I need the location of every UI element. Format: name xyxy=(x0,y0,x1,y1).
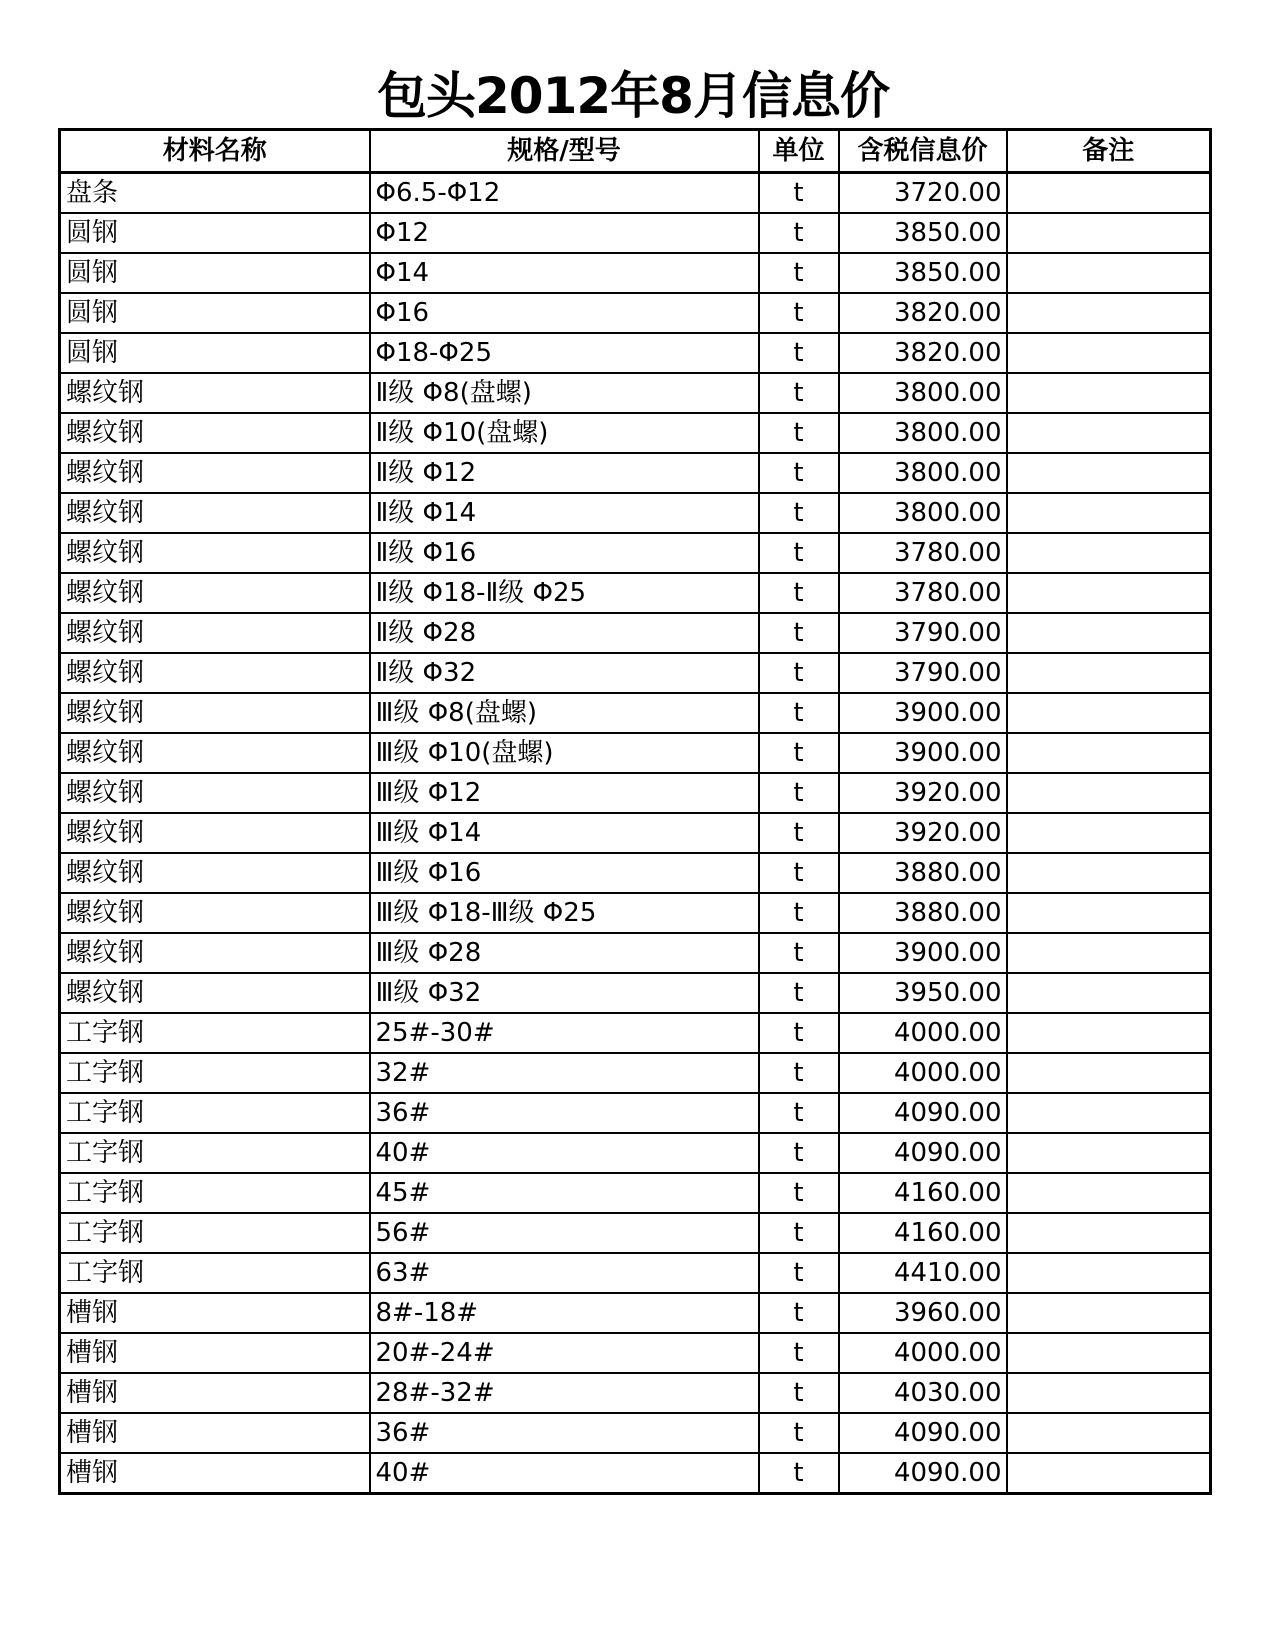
cell-price: 4030.00 xyxy=(839,1373,1007,1413)
cell-spec-model: 32# xyxy=(370,1053,759,1093)
cell-spec-model: 36# xyxy=(370,1413,759,1453)
cell-spec-model: Ⅱ级 Φ28 xyxy=(370,613,759,653)
cell-unit: t xyxy=(759,933,839,973)
table-row xyxy=(60,573,1211,613)
cell-remarks xyxy=(1007,1253,1211,1293)
cell-material-name: 螺纹钢 xyxy=(60,893,370,933)
table-row xyxy=(60,1213,1211,1253)
cell-remarks xyxy=(1007,733,1211,773)
cell-remarks xyxy=(1007,1413,1211,1453)
cell-unit: t xyxy=(759,813,839,853)
cell-price: 3950.00 xyxy=(839,973,1007,1013)
cell-price: 3920.00 xyxy=(839,773,1007,813)
cell-material-name: 螺纹钢 xyxy=(60,413,370,453)
cell-spec-model: 40# xyxy=(370,1453,759,1494)
cell-price: 3800.00 xyxy=(839,373,1007,413)
table-row xyxy=(60,253,1211,293)
cell-price: 3920.00 xyxy=(839,813,1007,853)
cell-spec-model: Ⅲ级 Φ12 xyxy=(370,773,759,813)
header-remarks: 备注 xyxy=(1007,130,1211,173)
cell-spec-model: Ⅲ级 Φ16 xyxy=(370,853,759,893)
cell-price: 3780.00 xyxy=(839,573,1007,613)
cell-unit: t xyxy=(759,253,839,293)
cell-material-name: 槽钢 xyxy=(60,1293,370,1333)
cell-spec-model: 25#-30# xyxy=(370,1013,759,1053)
table-row xyxy=(60,1413,1211,1453)
cell-price: 3820.00 xyxy=(839,333,1007,373)
table-row xyxy=(60,1453,1211,1494)
table-row xyxy=(60,1253,1211,1293)
table-row xyxy=(60,1013,1211,1053)
cell-remarks xyxy=(1007,373,1211,413)
cell-unit: t xyxy=(759,613,839,653)
header-spec-model: 规格/型号 xyxy=(370,130,759,173)
cell-remarks xyxy=(1007,573,1211,613)
cell-material-name: 圆钢 xyxy=(60,333,370,373)
table-row xyxy=(60,653,1211,693)
table-row xyxy=(60,1373,1211,1413)
cell-unit: t xyxy=(759,1253,839,1293)
table-row xyxy=(60,493,1211,533)
table-row xyxy=(60,173,1211,214)
cell-unit: t xyxy=(759,573,839,613)
cell-unit: t xyxy=(759,733,839,773)
cell-remarks xyxy=(1007,973,1211,1013)
cell-remarks xyxy=(1007,173,1211,214)
cell-price: 4090.00 xyxy=(839,1093,1007,1133)
cell-unit: t xyxy=(759,853,839,893)
table-body xyxy=(60,173,1211,1494)
cell-price: 3790.00 xyxy=(839,613,1007,653)
cell-material-name: 螺纹钢 xyxy=(60,613,370,653)
table-row xyxy=(60,613,1211,653)
table-row xyxy=(60,1173,1211,1213)
header-tax-inclusive-price: 含税信息价 xyxy=(839,130,1007,173)
cell-price: 4000.00 xyxy=(839,1013,1007,1053)
cell-material-name: 工字钢 xyxy=(60,1133,370,1173)
cell-spec-model: Φ14 xyxy=(370,253,759,293)
table-row xyxy=(60,453,1211,493)
cell-material-name: 螺纹钢 xyxy=(60,373,370,413)
cell-price: 4410.00 xyxy=(839,1253,1007,1293)
cell-price: 3790.00 xyxy=(839,653,1007,693)
cell-price: 3880.00 xyxy=(839,893,1007,933)
table-row xyxy=(60,853,1211,893)
cell-unit: t xyxy=(759,1293,839,1333)
cell-unit: t xyxy=(759,453,839,493)
cell-remarks xyxy=(1007,333,1211,373)
cell-spec-model: Ⅱ级 Φ16 xyxy=(370,533,759,573)
cell-spec-model: Ⅱ级 Φ18-Ⅱ级 Φ25 xyxy=(370,573,759,613)
cell-remarks xyxy=(1007,493,1211,533)
cell-remarks xyxy=(1007,773,1211,813)
cell-remarks xyxy=(1007,813,1211,853)
cell-price: 4090.00 xyxy=(839,1413,1007,1453)
cell-unit: t xyxy=(759,373,839,413)
cell-price: 3900.00 xyxy=(839,933,1007,973)
cell-remarks xyxy=(1007,213,1211,253)
cell-price: 4160.00 xyxy=(839,1213,1007,1253)
cell-material-name: 槽钢 xyxy=(60,1453,370,1494)
cell-price: 4000.00 xyxy=(839,1053,1007,1093)
cell-material-name: 工字钢 xyxy=(60,1053,370,1093)
cell-material-name: 螺纹钢 xyxy=(60,773,370,813)
cell-material-name: 螺纹钢 xyxy=(60,693,370,733)
cell-price: 3720.00 xyxy=(839,173,1007,214)
table-row xyxy=(60,213,1211,253)
cell-price: 4160.00 xyxy=(839,1173,1007,1213)
cell-spec-model: Ⅲ级 Φ14 xyxy=(370,813,759,853)
cell-unit: t xyxy=(759,773,839,813)
cell-spec-model: Φ6.5-Φ12 xyxy=(370,173,759,214)
cell-unit: t xyxy=(759,293,839,333)
cell-material-name: 螺纹钢 xyxy=(60,973,370,1013)
table-row xyxy=(60,1053,1211,1093)
cell-remarks xyxy=(1007,1133,1211,1173)
cell-remarks xyxy=(1007,293,1211,333)
cell-spec-model: 40# xyxy=(370,1133,759,1173)
cell-unit: t xyxy=(759,413,839,453)
cell-remarks xyxy=(1007,1053,1211,1093)
cell-remarks xyxy=(1007,413,1211,453)
cell-unit: t xyxy=(759,1093,839,1133)
cell-unit: t xyxy=(759,173,839,214)
cell-spec-model: Ⅲ级 Φ18-Ⅲ级 Φ25 xyxy=(370,893,759,933)
cell-spec-model: 36# xyxy=(370,1093,759,1133)
cell-spec-model: Φ18-Φ25 xyxy=(370,333,759,373)
cell-material-name: 螺纹钢 xyxy=(60,813,370,853)
cell-material-name: 槽钢 xyxy=(60,1413,370,1453)
cell-material-name: 圆钢 xyxy=(60,213,370,253)
cell-material-name: 螺纹钢 xyxy=(60,653,370,693)
cell-unit: t xyxy=(759,1373,839,1413)
cell-remarks xyxy=(1007,1293,1211,1333)
cell-remarks xyxy=(1007,1173,1211,1213)
cell-remarks xyxy=(1007,933,1211,973)
cell-spec-model: 28#-32# xyxy=(370,1373,759,1413)
table-row xyxy=(60,813,1211,853)
cell-unit: t xyxy=(759,1013,839,1053)
cell-spec-model: Ⅲ级 Φ28 xyxy=(370,933,759,973)
table-row xyxy=(60,893,1211,933)
table-row xyxy=(60,1333,1211,1373)
cell-spec-model: Ⅲ级 Φ32 xyxy=(370,973,759,1013)
table-row xyxy=(60,1293,1211,1333)
cell-material-name: 螺纹钢 xyxy=(60,573,370,613)
cell-material-name: 螺纹钢 xyxy=(60,453,370,493)
cell-price: 3880.00 xyxy=(839,853,1007,893)
cell-remarks xyxy=(1007,653,1211,693)
cell-remarks xyxy=(1007,1333,1211,1373)
cell-remarks xyxy=(1007,453,1211,493)
cell-remarks xyxy=(1007,853,1211,893)
cell-remarks xyxy=(1007,1013,1211,1053)
cell-remarks xyxy=(1007,1373,1211,1413)
cell-spec-model: Ⅱ级 Φ32 xyxy=(370,653,759,693)
cell-spec-model: Ⅱ级 Φ10(盘螺) xyxy=(370,413,759,453)
cell-material-name: 工字钢 xyxy=(60,1253,370,1293)
cell-price: 3800.00 xyxy=(839,413,1007,453)
cell-unit: t xyxy=(759,1213,839,1253)
cell-remarks xyxy=(1007,1213,1211,1253)
cell-price: 3850.00 xyxy=(839,253,1007,293)
cell-spec-model: Φ12 xyxy=(370,213,759,253)
table-row xyxy=(60,773,1211,813)
header-material-name: 材料名称 xyxy=(60,130,370,173)
cell-unit: t xyxy=(759,653,839,693)
cell-unit: t xyxy=(759,1333,839,1373)
cell-remarks xyxy=(1007,1453,1211,1494)
table-row xyxy=(60,1133,1211,1173)
cell-spec-model: Ⅲ级 Φ8(盘螺) xyxy=(370,693,759,733)
cell-unit: t xyxy=(759,1133,839,1173)
cell-material-name: 盘条 xyxy=(60,173,370,214)
cell-spec-model: Φ16 xyxy=(370,293,759,333)
cell-material-name: 螺纹钢 xyxy=(60,933,370,973)
cell-spec-model: Ⅱ级 Φ8(盘螺) xyxy=(370,373,759,413)
cell-spec-model: 20#-24# xyxy=(370,1333,759,1373)
cell-spec-model: 8#-18# xyxy=(370,1293,759,1333)
cell-material-name: 工字钢 xyxy=(60,1093,370,1133)
cell-unit: t xyxy=(759,533,839,573)
cell-unit: t xyxy=(759,973,839,1013)
cell-material-name: 槽钢 xyxy=(60,1333,370,1373)
header-unit: 单位 xyxy=(759,130,839,173)
table-row xyxy=(60,413,1211,453)
cell-unit: t xyxy=(759,493,839,533)
cell-remarks xyxy=(1007,253,1211,293)
cell-price: 3800.00 xyxy=(839,493,1007,533)
cell-material-name: 螺纹钢 xyxy=(60,733,370,773)
cell-price: 3900.00 xyxy=(839,693,1007,733)
table-row xyxy=(60,1093,1211,1133)
table-row xyxy=(60,293,1211,333)
cell-unit: t xyxy=(759,1413,839,1453)
table-row xyxy=(60,933,1211,973)
cell-material-name: 螺纹钢 xyxy=(60,493,370,533)
cell-unit: t xyxy=(759,333,839,373)
cell-remarks xyxy=(1007,693,1211,733)
cell-material-name: 圆钢 xyxy=(60,253,370,293)
cell-spec-model: 45# xyxy=(370,1173,759,1213)
cell-unit: t xyxy=(759,213,839,253)
cell-spec-model: Ⅲ级 Φ10(盘螺) xyxy=(370,733,759,773)
cell-unit: t xyxy=(759,893,839,933)
cell-unit: t xyxy=(759,1173,839,1213)
cell-remarks xyxy=(1007,533,1211,573)
cell-price: 3800.00 xyxy=(839,453,1007,493)
cell-material-name: 工字钢 xyxy=(60,1213,370,1253)
table-row xyxy=(60,333,1211,373)
cell-price: 4000.00 xyxy=(839,1333,1007,1373)
cell-unit: t xyxy=(759,1053,839,1093)
cell-material-name: 螺纹钢 xyxy=(60,533,370,573)
table-row xyxy=(60,373,1211,413)
cell-remarks xyxy=(1007,893,1211,933)
cell-material-name: 工字钢 xyxy=(60,1013,370,1053)
price-table xyxy=(58,128,1212,1495)
cell-material-name: 工字钢 xyxy=(60,1173,370,1213)
cell-spec-model: Ⅱ级 Φ14 xyxy=(370,493,759,533)
cell-unit: t xyxy=(759,1453,839,1494)
cell-price: 4090.00 xyxy=(839,1453,1007,1494)
cell-remarks xyxy=(1007,1093,1211,1133)
cell-spec-model: 56# xyxy=(370,1213,759,1253)
cell-price: 4090.00 xyxy=(839,1133,1007,1173)
table-row xyxy=(60,733,1211,773)
cell-remarks xyxy=(1007,613,1211,653)
cell-price: 3850.00 xyxy=(839,213,1007,253)
cell-price: 3900.00 xyxy=(839,733,1007,773)
cell-spec-model: 63# xyxy=(370,1253,759,1293)
cell-price: 3780.00 xyxy=(839,533,1007,573)
cell-unit: t xyxy=(759,693,839,733)
cell-spec-model: Ⅱ级 Φ12 xyxy=(370,453,759,493)
cell-material-name: 圆钢 xyxy=(60,293,370,333)
table-row xyxy=(60,533,1211,573)
cell-price: 3820.00 xyxy=(839,293,1007,333)
table-row xyxy=(60,693,1211,733)
cell-material-name: 螺纹钢 xyxy=(60,853,370,893)
header-row xyxy=(60,130,1211,173)
cell-price: 3960.00 xyxy=(839,1293,1007,1333)
page-title: 包头2012年8月信息价 xyxy=(377,67,889,125)
cell-material-name: 槽钢 xyxy=(60,1373,370,1413)
table-row xyxy=(60,973,1211,1013)
